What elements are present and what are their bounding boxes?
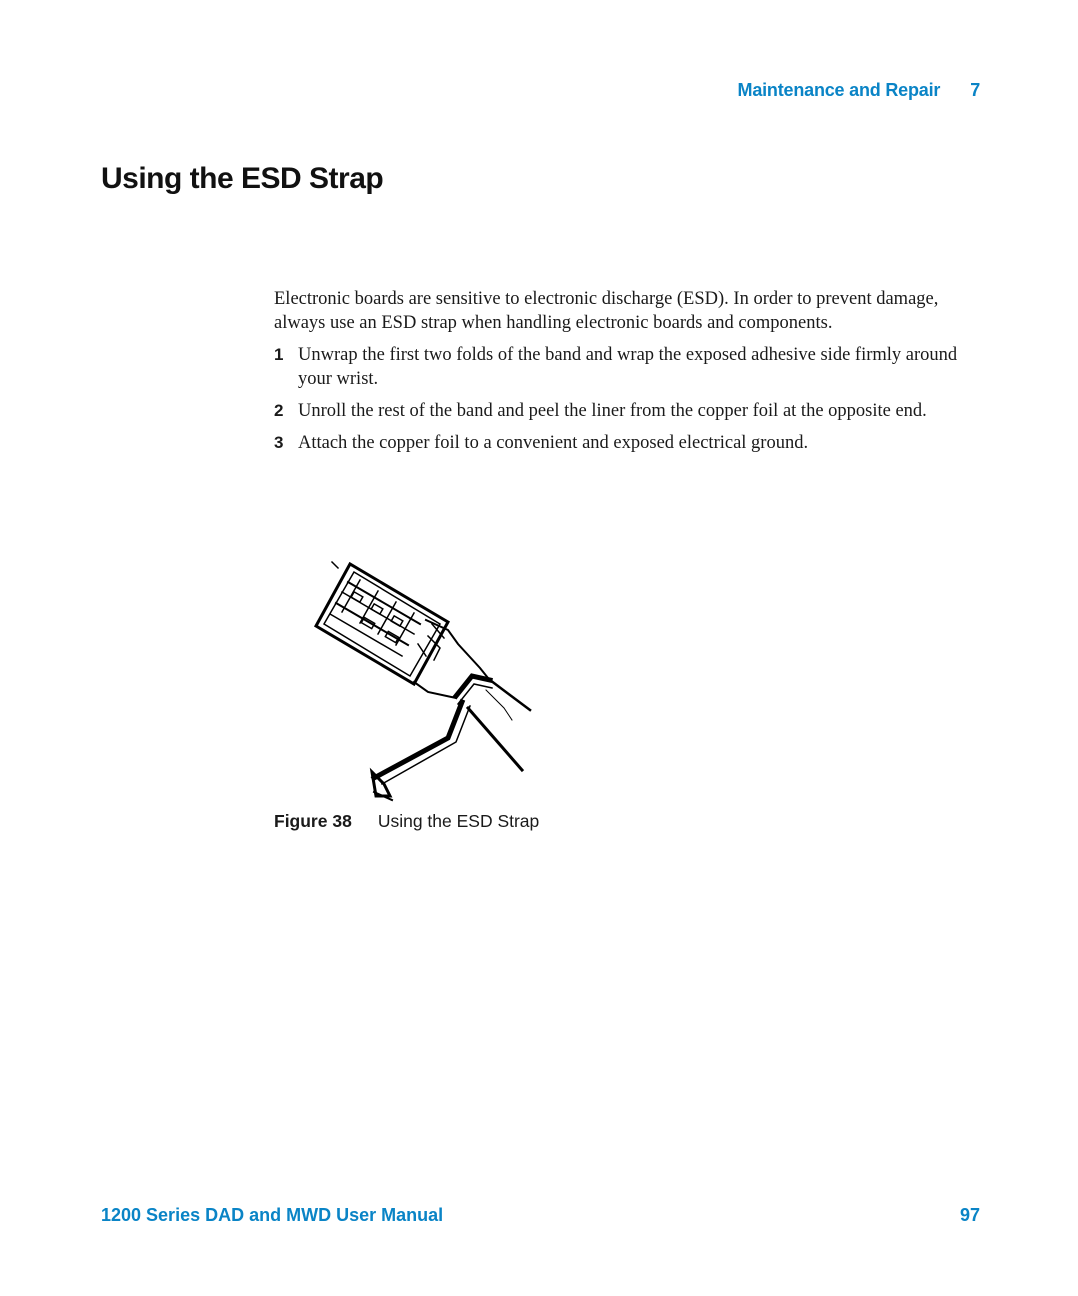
figure-caption: [274, 811, 539, 832]
body-content: [274, 287, 994, 463]
step-number: 3: [274, 433, 284, 452]
step-list: [274, 343, 994, 455]
figure-caption-text: Using the ESD Strap: [377, 811, 540, 831]
header-section: Maintenance and Repair: [737, 80, 941, 100]
step-item: [274, 431, 994, 455]
figure-label: Figure 38: [274, 811, 352, 831]
intro-paragraph: Electronic boards are sensitive to electronic discharge (ESD). In order to prevent damage, always use an ESD strap when handling electronic boards and components.: [274, 289, 939, 333]
step-text: Unwrap the first two folds of the band and wrap the exposed adhesive side firmly around your wrist.: [298, 345, 958, 389]
step-number: 1: [274, 345, 284, 364]
footer-page-number: 97: [959, 1205, 980, 1225]
step-item: [274, 399, 994, 423]
step-text: Attach the copper foil to a convenient and exposed electrical ground.: [298, 433, 809, 453]
step-item: [274, 343, 994, 391]
esd-strap-figure: [308, 560, 538, 805]
step-number: 2: [274, 401, 284, 420]
esd-strap-illustration: [308, 560, 538, 805]
running-header: [738, 80, 980, 101]
header-chapter-number: 7: [970, 80, 980, 100]
step-text: Unroll the rest of the band and peel the liner from the copper foil at the opposite end.: [298, 401, 927, 421]
footer-manual-title: 1200 Series DAD and MWD User Manual: [101, 1205, 444, 1225]
page-title: Using the ESD Strap: [101, 162, 384, 195]
